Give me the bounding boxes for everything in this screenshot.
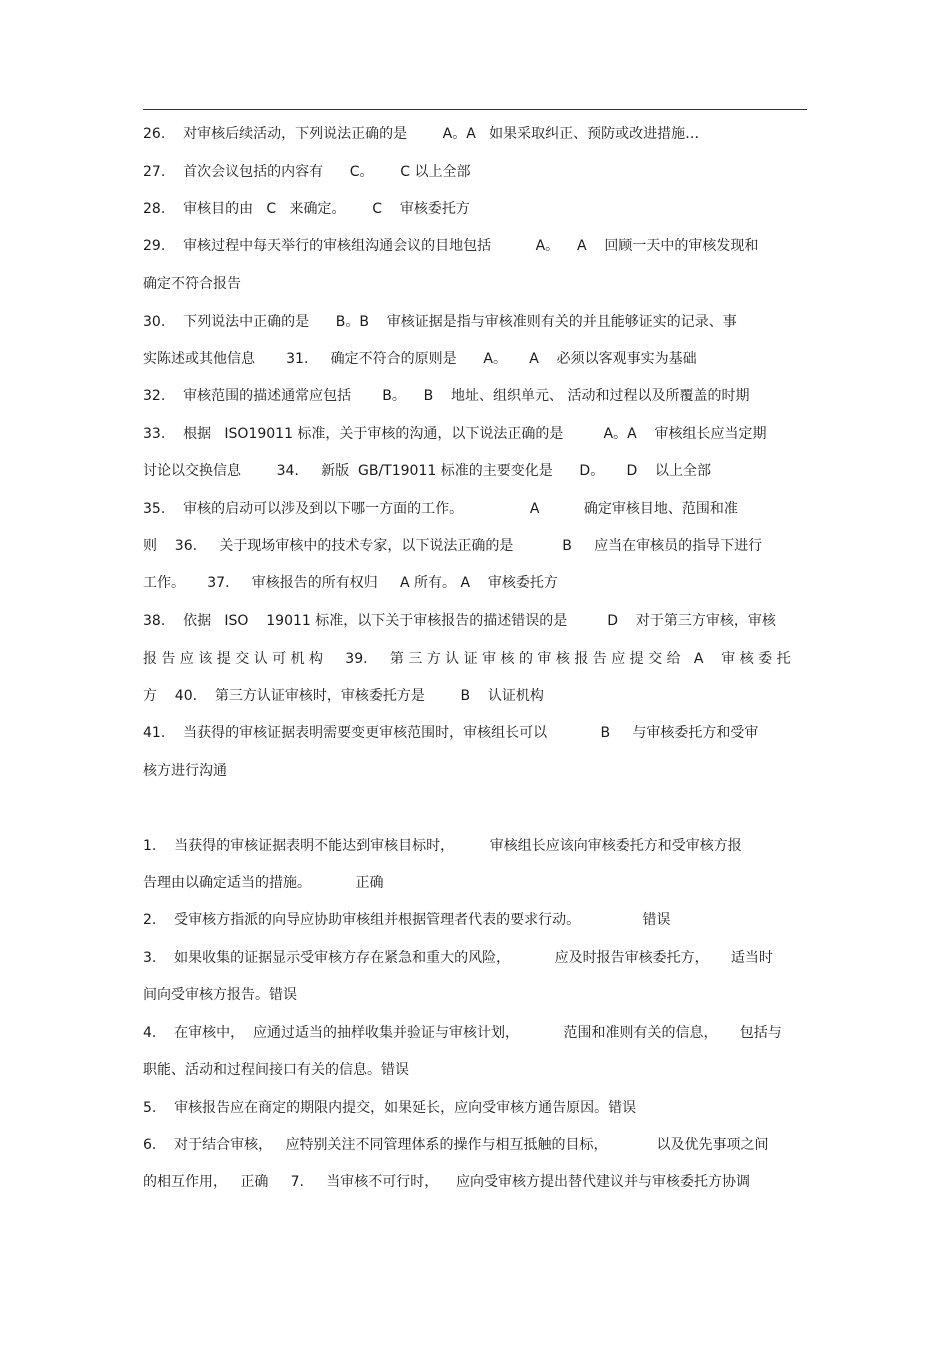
text-line: 职能、活动和过程间接口有关的信息。错误 — [143, 1062, 409, 1078]
text-line: 核方进行沟通 — [143, 763, 227, 779]
text-line: 27. 首次会议包括的内容有 C。 C 以上全部 — [143, 164, 471, 180]
text-line: 报 告 应 该 提 交 认 可 机 构 39. 第 三 方 认 证 审 核 的 审 核 报 告 应 提 交 给 A 审 核 委 托 — [143, 651, 791, 667]
text-line: 29. 审核过程中每天举行的审核组沟通会议的目地包括 A。 A 回顾一天中的审核发现和 — [143, 238, 759, 254]
text-line: 讨论以交换信息 34. 新版 GB/T19011 标准的主要变化是 D。 D 以上全部 — [143, 463, 712, 479]
text-line: 1. 当获得的审核证据表明不能达到审核目标时， 审核组长应该向审核委托方和受审核方报 — [143, 838, 742, 854]
text-line: 41. 当获得的审核证据表明需要变更审核范围时，审核组长可以 B 与审核委托方和受审 — [143, 725, 759, 741]
text-line: 32. 审核范围的描述通常应包括 B。 B 地址、组织单元、 活动和过程以及所覆盖的时期 — [143, 388, 750, 404]
text-line: 的相互作用， 正确 7. 当审核不可行时， 应向受审核方提出替代建议并与审核委托方协调 — [143, 1174, 751, 1190]
text-line: 方 40. 第三方认证审核时，审核委托方是 B 认证机构 — [143, 688, 544, 704]
text-line: 6. 对于结合审核， 应特别关注不同管理体系的操作与相互抵触的目标， 以及优先事项之间 — [143, 1137, 769, 1153]
text-line: 工作。 37. 审核报告的所有权归 A 所有。 A 审核委托方 — [143, 575, 558, 591]
text-line: 则 36. 关于现场审核中的技术专家，以下说法正确的是 B 应当在审核员的指导下进行 — [143, 538, 763, 554]
text-line: 30. 下列说法中正确的是 B。B 审核证据是指与审核准则有关的并且能够证实的记录、事 — [143, 314, 737, 330]
text-line: 35. 审核的启动可以涉及到以下哪一方面的工作。 A 确定审核目地、范围和准 — [143, 501, 738, 517]
text-line: 确定不符合报告 — [143, 276, 241, 292]
text-line: 间向受审核方报告。错误 — [143, 987, 297, 1003]
text-line: 5. 审核报告应在商定的期限内提交，如果延长，应向受审核方通告原因。错误 — [143, 1100, 637, 1116]
text-line: 4. 在审核中， 应通过适当的抽样收集并验证与审核计划， 范围和准则有关的信息， 包括与 — [143, 1025, 782, 1041]
header-rule — [143, 109, 807, 110]
text-line: 实陈述或其他信息 31. 确定不符合的原则是 A。 A 必须以客观事实为基础 — [143, 351, 697, 367]
text-line: 33. 根据 ISO19011 标准，关于审核的沟通，以下说法正确的是 A。A 审核组长应当定期 — [143, 426, 767, 442]
text-line: 2. 受审核方指派的向导应协助审核组并根据管理者代表的要求行动。 错误 — [143, 912, 671, 928]
text-line: 28. 审核目的由 C 来确定。 C 审核委托方 — [143, 201, 470, 217]
text-line: 告理由以确定适当的措施。 正确 — [143, 875, 384, 891]
text-line: 38. 依据 ISO 19011 标准，以下关于审核报告的描述错误的是 D 对于第三方审核，审核 — [143, 613, 776, 629]
text-line: 26. 对审核后续活动，下列说法正确的是 A。A 如果采取纠正、预防或改进措施… — [143, 126, 700, 142]
text-line: 3. 如果收集的证据显示受审核方存在紧急和重大的风险， 应及时报告审核委托方， 适当时 — [143, 950, 773, 966]
